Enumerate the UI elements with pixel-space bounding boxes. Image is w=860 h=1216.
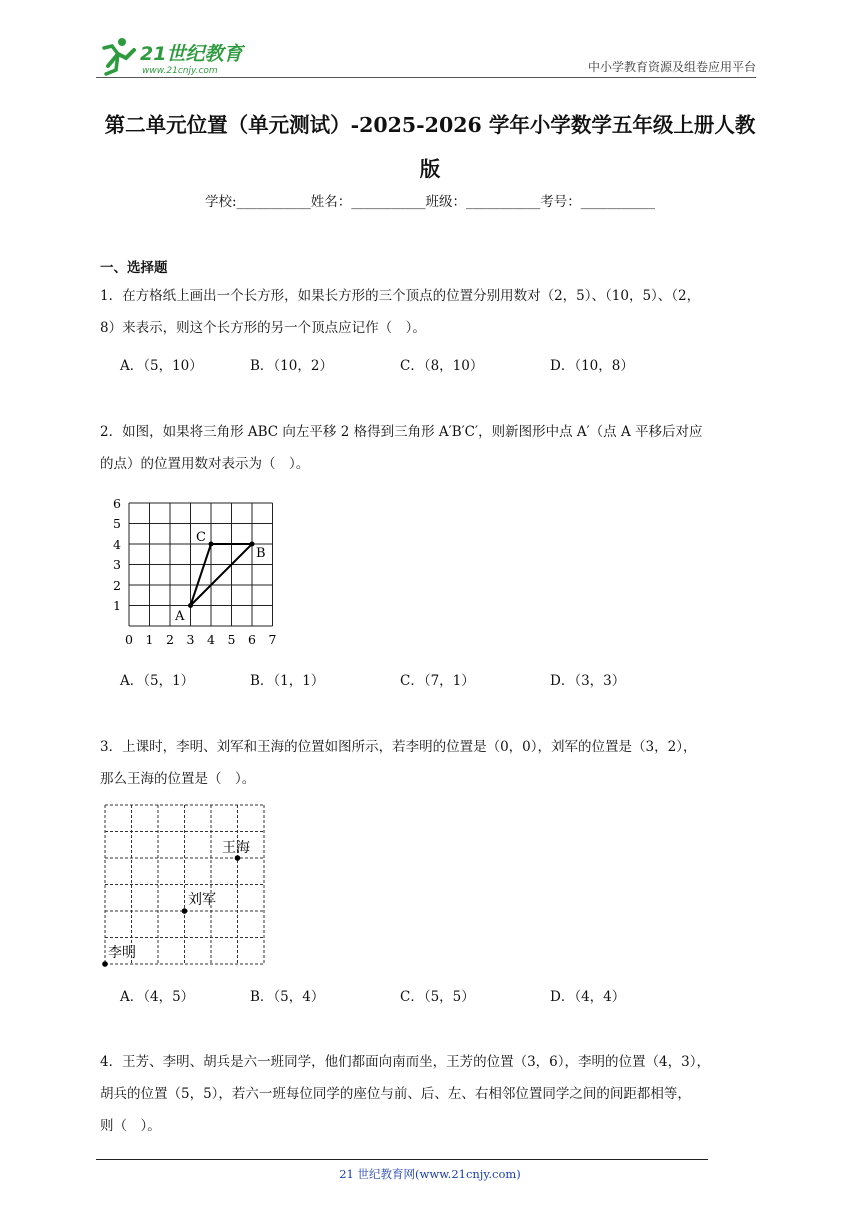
q2-grid-lines <box>129 503 273 626</box>
label-li-ming: 李明 <box>108 945 136 961</box>
y-tick: 6 <box>113 496 121 511</box>
question-4-line1: 4．王芳、李明、胡兵是六一班同学，他们都面向南而坐，王芳的位置（3，6），李明的位置（4，3）， <box>100 1054 710 1070</box>
x-tick: 5 <box>227 632 236 647</box>
question-4-line3: 则（ ）。 <box>100 1118 161 1134</box>
section-heading: 一、选择题 <box>100 260 168 276</box>
question-2-line1: 2．如图，如果将三角形 ABC 向左平移 2 格得到三角形 A′B′C′，则新图形中点 A′（点 A 平移后对应 <box>100 424 703 440</box>
q3-option-a: A．（4，5） <box>120 989 195 1005</box>
page-title-line1: 第二单元位置（单元测试）-2025-2026 学年小学数学五年级上册人教 <box>104 113 756 137</box>
logo-url: www.21cnjy.com <box>142 66 218 76</box>
y-tick: 4 <box>113 537 121 552</box>
q3-grid-lines <box>105 805 264 964</box>
q2-y-tick-labels <box>113 496 121 613</box>
point-li-ming <box>102 961 108 967</box>
label-c: C <box>196 530 206 545</box>
y-tick: 2 <box>113 578 121 593</box>
q2-x-tick-labels <box>125 632 277 647</box>
x-tick: 2 <box>166 632 174 647</box>
q1-option-d: D．（10，8） <box>550 358 634 374</box>
q3-option-d: D．（4，4） <box>550 989 626 1005</box>
q1-option-c: C．（8，10） <box>400 358 484 374</box>
y-tick: 1 <box>113 598 121 613</box>
question-4-line2: 胡兵的位置（5，5），若六一班每位同学的座位与前、后、左、右相邻位置同学之间的间距都相等， <box>100 1086 691 1102</box>
question-2 <box>100 416 780 480</box>
point-liu-jun <box>182 908 188 914</box>
q1-option-a: A．（5，10） <box>120 358 203 374</box>
logo <box>96 36 266 78</box>
x-tick: 1 <box>145 632 154 647</box>
q1-option-b: B．（10，2） <box>250 358 333 374</box>
label-liu-jun: 刘军 <box>188 892 216 908</box>
question-1-line2: 8）来表示，则这个长方形的另一个顶点应记作（ ）。 <box>100 320 426 336</box>
triangle-abc <box>191 544 253 606</box>
y-tick: 5 <box>113 516 121 531</box>
logo-text: 21世纪教育 <box>140 43 243 65</box>
point-c <box>209 542 214 547</box>
point-b <box>250 542 255 547</box>
x-tick: 7 <box>268 632 277 647</box>
question-3-line2: 那么王海的位置是（ ）。 <box>100 771 256 787</box>
question-2-line2: 的点）的位置用数对表示为（ ）。 <box>100 456 310 472</box>
q2-option-c: C．（7，1） <box>400 673 475 689</box>
q3-option-c: C．（5，5） <box>400 989 475 1005</box>
label-a: A <box>175 609 185 624</box>
q3-seat-grid-figure <box>100 800 270 970</box>
page-title-line2: 版 <box>419 157 441 181</box>
y-tick: 3 <box>113 557 121 572</box>
x-tick: 3 <box>186 632 195 647</box>
point-wang-hai <box>235 855 241 861</box>
runner-logo-icon <box>104 38 134 74</box>
student-info-line: 学校:___________姓名：___________班级：___________考号：___________ <box>204 194 656 210</box>
label-wang-hai: 王海 <box>222 840 250 856</box>
label-b: B <box>256 546 266 561</box>
q2-option-a: A．（5，1） <box>120 673 195 689</box>
x-tick: 0 <box>125 632 133 647</box>
x-tick: 6 <box>248 632 256 647</box>
q2-grid-figure <box>105 492 290 652</box>
x-tick: 4 <box>207 632 215 647</box>
question-4 <box>100 1046 780 1142</box>
q3-option-b: B．（5，4） <box>250 989 325 1005</box>
question-1 <box>100 280 780 344</box>
q2-option-d: D．（3，3） <box>550 673 626 689</box>
header-divider <box>96 77 756 78</box>
question-1-line1: 1．在方格纸上画出一个长方形，如果长方形的三个顶点的位置分别用数对（2，5）、（10，5）、（2， <box>100 288 701 304</box>
question-3-line1: 3．上课时，李明、刘军和王海的位置如图所示，若李明的位置是（0，0），刘军的位置是（3，2）， <box>100 739 697 755</box>
page-header <box>96 36 756 78</box>
page-footer: 21 世纪教育网(www.21cnjy.com) <box>339 1167 521 1181</box>
q2-option-b: B．（1，1） <box>250 673 325 689</box>
platform-name: 中小学教育资源及组卷应用平台 <box>587 60 756 74</box>
point-a <box>188 603 193 608</box>
question-3 <box>100 731 780 795</box>
footer-divider <box>96 1159 708 1160</box>
